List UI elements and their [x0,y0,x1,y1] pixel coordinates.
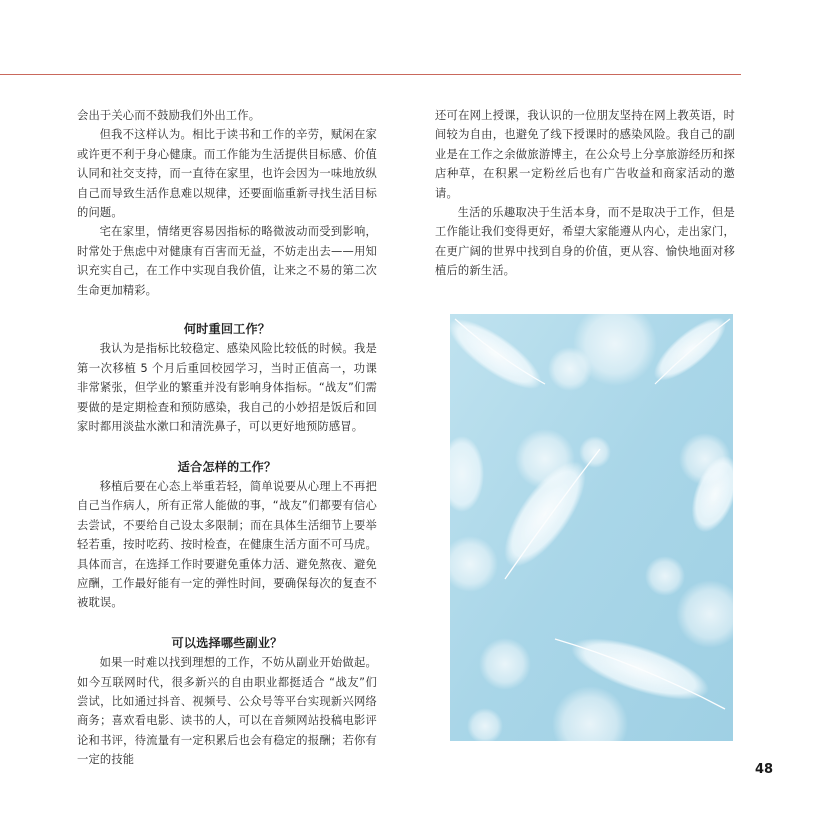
section-heading-when-return-to-work: 何时重回工作？ [183,322,271,337]
right-text-column [435,106,735,281]
paragraph: 我认为是指标比较稳定、感染风险比较低的时候。我是第一次移植 5 个月后重回校园学习，当时正值高一，功课非常紧张，但学业的繁重并没有影响身体指标。“战友”们需要做的是定期检查和预防感染，我自己的小妙招是饭后和回家时都用淡盐水漱口和清洗鼻子，可以更好地预防感冒。 [77,342,377,434]
paragraph: 如果一时难以找到理想的工作，不妨从副业开始做起。如今互联网时代，很多新兴的自由职业都挺适合 “战友”们尝试，比如通过抖音、视频号、公众号等平台实现新兴网络商务；喜欢看电影、读书的人，可以在音频网站投稿电影评论和书评，待流量有一定积累后也会有稳定的报酬；若你有一定的技能 [77,656,377,767]
paragraph: 宅在家里，情绪更容易因指标的略微波动而受到影响，时常处于焦虑中对健康有百害而无益，不妨走出去——用知识充实自己，在工作中实现自我价值，让来之不易的第二次生命更加精彩。 [77,225,377,297]
left-text-column [77,106,377,770]
paragraph: 移植后要在心态上举重若轻，简单说要从心理上不再把自己当作病人，所有正常人能做的事，“战友”们都要有信心去尝试，不要给自己设太多限制；而在具体生活细节上要举轻若重，按时吃药、按时检查，在健康生活方面不可马虎。具体而言，在选择工作时要避免重体力活、避免熬夜、避免应酬，工作最好能有一定的弹性时间，要确保每次的复查不被耽误。 [77,479,377,610]
section-heading-suitable-work: 适合怎样的工作？ [177,459,277,474]
page-number: 48 [755,762,774,777]
paragraph: 会出于关心而不鼓励我们外出工作。 [77,109,261,122]
section-heading-side-jobs: 可以选择哪些副业？ [171,635,283,650]
header-rule [0,74,741,75]
feathers-photo [450,314,733,741]
paragraph: 但我不这样认为。相比于读书和工作的辛劳，赋闲在家或许更不利于身心健康。而工作能为生活提供目标感、价值认同和社交支持，而一直待在家里，也许会因为一味地放纵自己而导致生活作息难以规律，还要面临重新寻找生活目标的问题。 [77,128,377,220]
paragraph: 还可在网上授课，我认识的一位朋友坚持在网上教英语，时间较为自由，也避免了线下授课时的感染风险。我自己的副业是在工作之余做旅游博主，在公众号上分享旅游经历和探店种草，在积累一定粉丝后也有广告收益和商家活动的邀请。 [435,109,735,200]
paragraph: 生活的乐趣取决于生活本身，而不是取决于工作，但是工作能让我们变得更好，希望大家能遵从内心，走出家门，在更广阔的世界中找到自身的价值，更从容、愉快地面对移植后的新生活。 [435,206,735,278]
